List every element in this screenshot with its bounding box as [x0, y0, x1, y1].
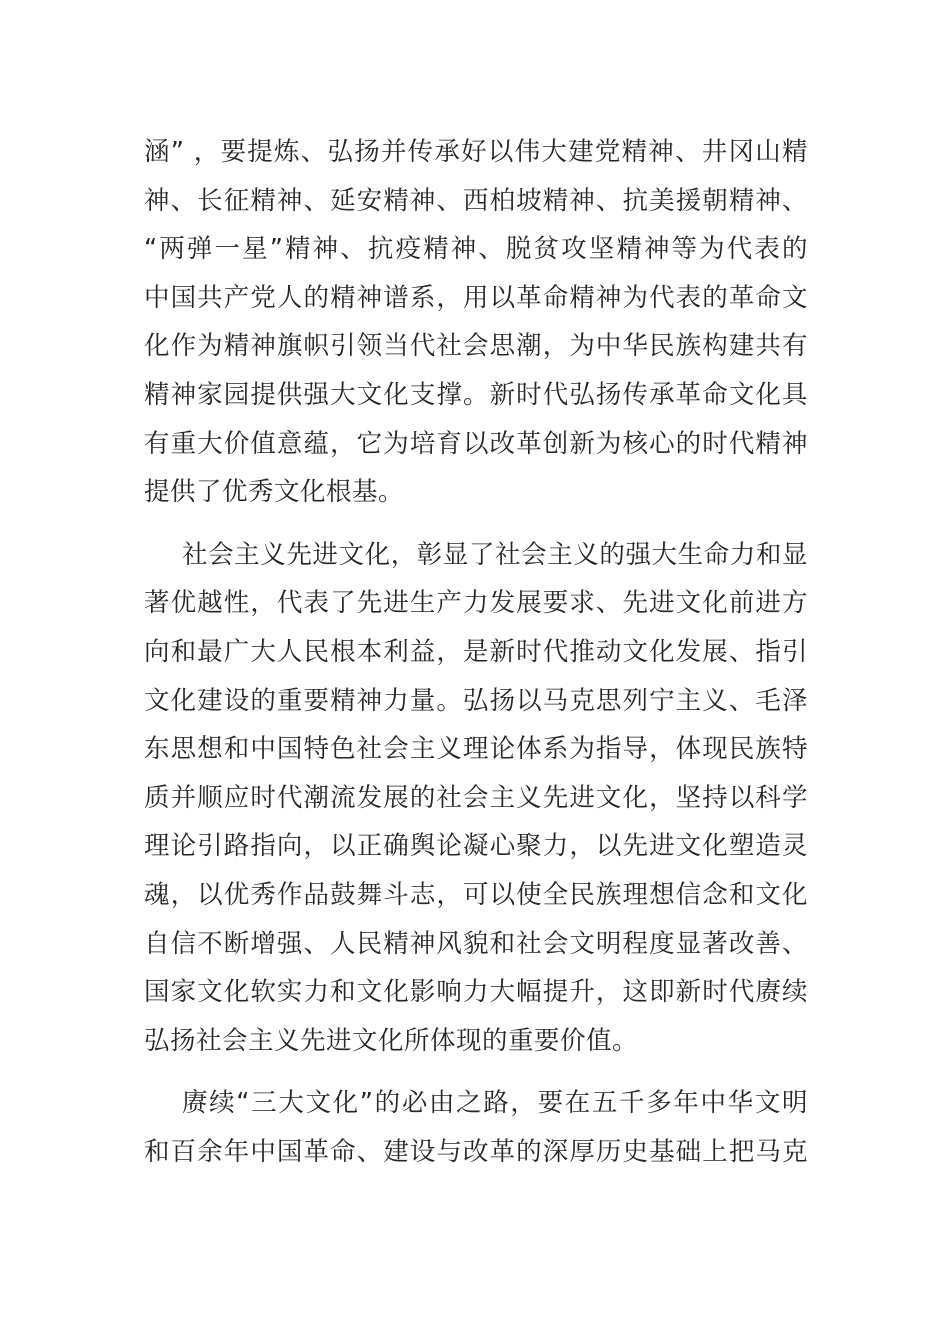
- paragraph-1: [144, 128, 808, 517]
- text-line: 中国共产党人的精神谱系，用以革命精神为代表的革命文: [144, 282, 808, 313]
- text-line: 质并顺应时代潮流发展的社会主义先进文化，坚持以科学: [144, 782, 808, 813]
- text-line: 化作为精神旗帜引领当代社会思潮，为中华民族构建共有: [144, 331, 808, 362]
- text-line: 提供了优秀文化根基。: [144, 477, 405, 508]
- text-line: 神、长征精神、延安精神、西柏坡精神、抗美援朝精神、: [144, 185, 808, 216]
- text-line: 赓续“三大文化”的必由之路，要在五千多年中华文明: [182, 1088, 808, 1119]
- text-line: 东思想和中国特色社会主义理论体系为指导，体现民族特: [144, 734, 808, 765]
- text-line: 有重大价值意蕴，它为培育以改革创新为核心的时代精神: [144, 428, 808, 459]
- text-line: 涵” ，要提炼、弘扬并传承好以伟大建党精神、井冈山精: [144, 137, 808, 167]
- text-line: 文化建设的重要精神力量。弘扬以马克思列宁主义、毛泽: [144, 685, 808, 716]
- paragraph-2: [144, 531, 808, 1066]
- text-line: 社会主义先进文化，彰显了社会主义的强大生命力和显: [182, 539, 808, 570]
- paragraph-3: [144, 1079, 808, 1176]
- text-line: “两弹一星”精神、抗疫精神、脱贫攻坚精神等为代表的: [144, 234, 808, 265]
- text-line: 著优越性，代表了先进生产力发展要求、先进文化前进方: [144, 588, 808, 619]
- text-line: 魂，以优秀作品鼓舞斗志，可以使全民族理想信念和文化: [144, 879, 808, 910]
- document-page: [144, 128, 808, 1176]
- text-line: 向和最广大人民根本利益，是新时代推动文化发展、指引: [144, 636, 808, 667]
- text-line: 弘扬社会主义先进文化所体现的重要价值。: [144, 1025, 639, 1056]
- text-line: 精神家园提供强大文化支撑。新时代弘扬传承革命文化具: [144, 379, 808, 410]
- paragraph-spacer: [144, 1065, 808, 1079]
- paragraph-spacer: [144, 517, 808, 531]
- text-line: 自信不断增强、人民精神风貌和社会文明程度显著改善、: [144, 928, 808, 959]
- text-line: 国家文化软实力和文化影响力大幅提升，这即新时代赓续: [144, 977, 808, 1008]
- text-line: 和百余年中国革命、建设与改革的深厚历史基础上把马克: [144, 1136, 808, 1167]
- text-line: 理论引路指向，以正确舆论凝心聚力，以先进文化塑造灵: [144, 831, 808, 862]
